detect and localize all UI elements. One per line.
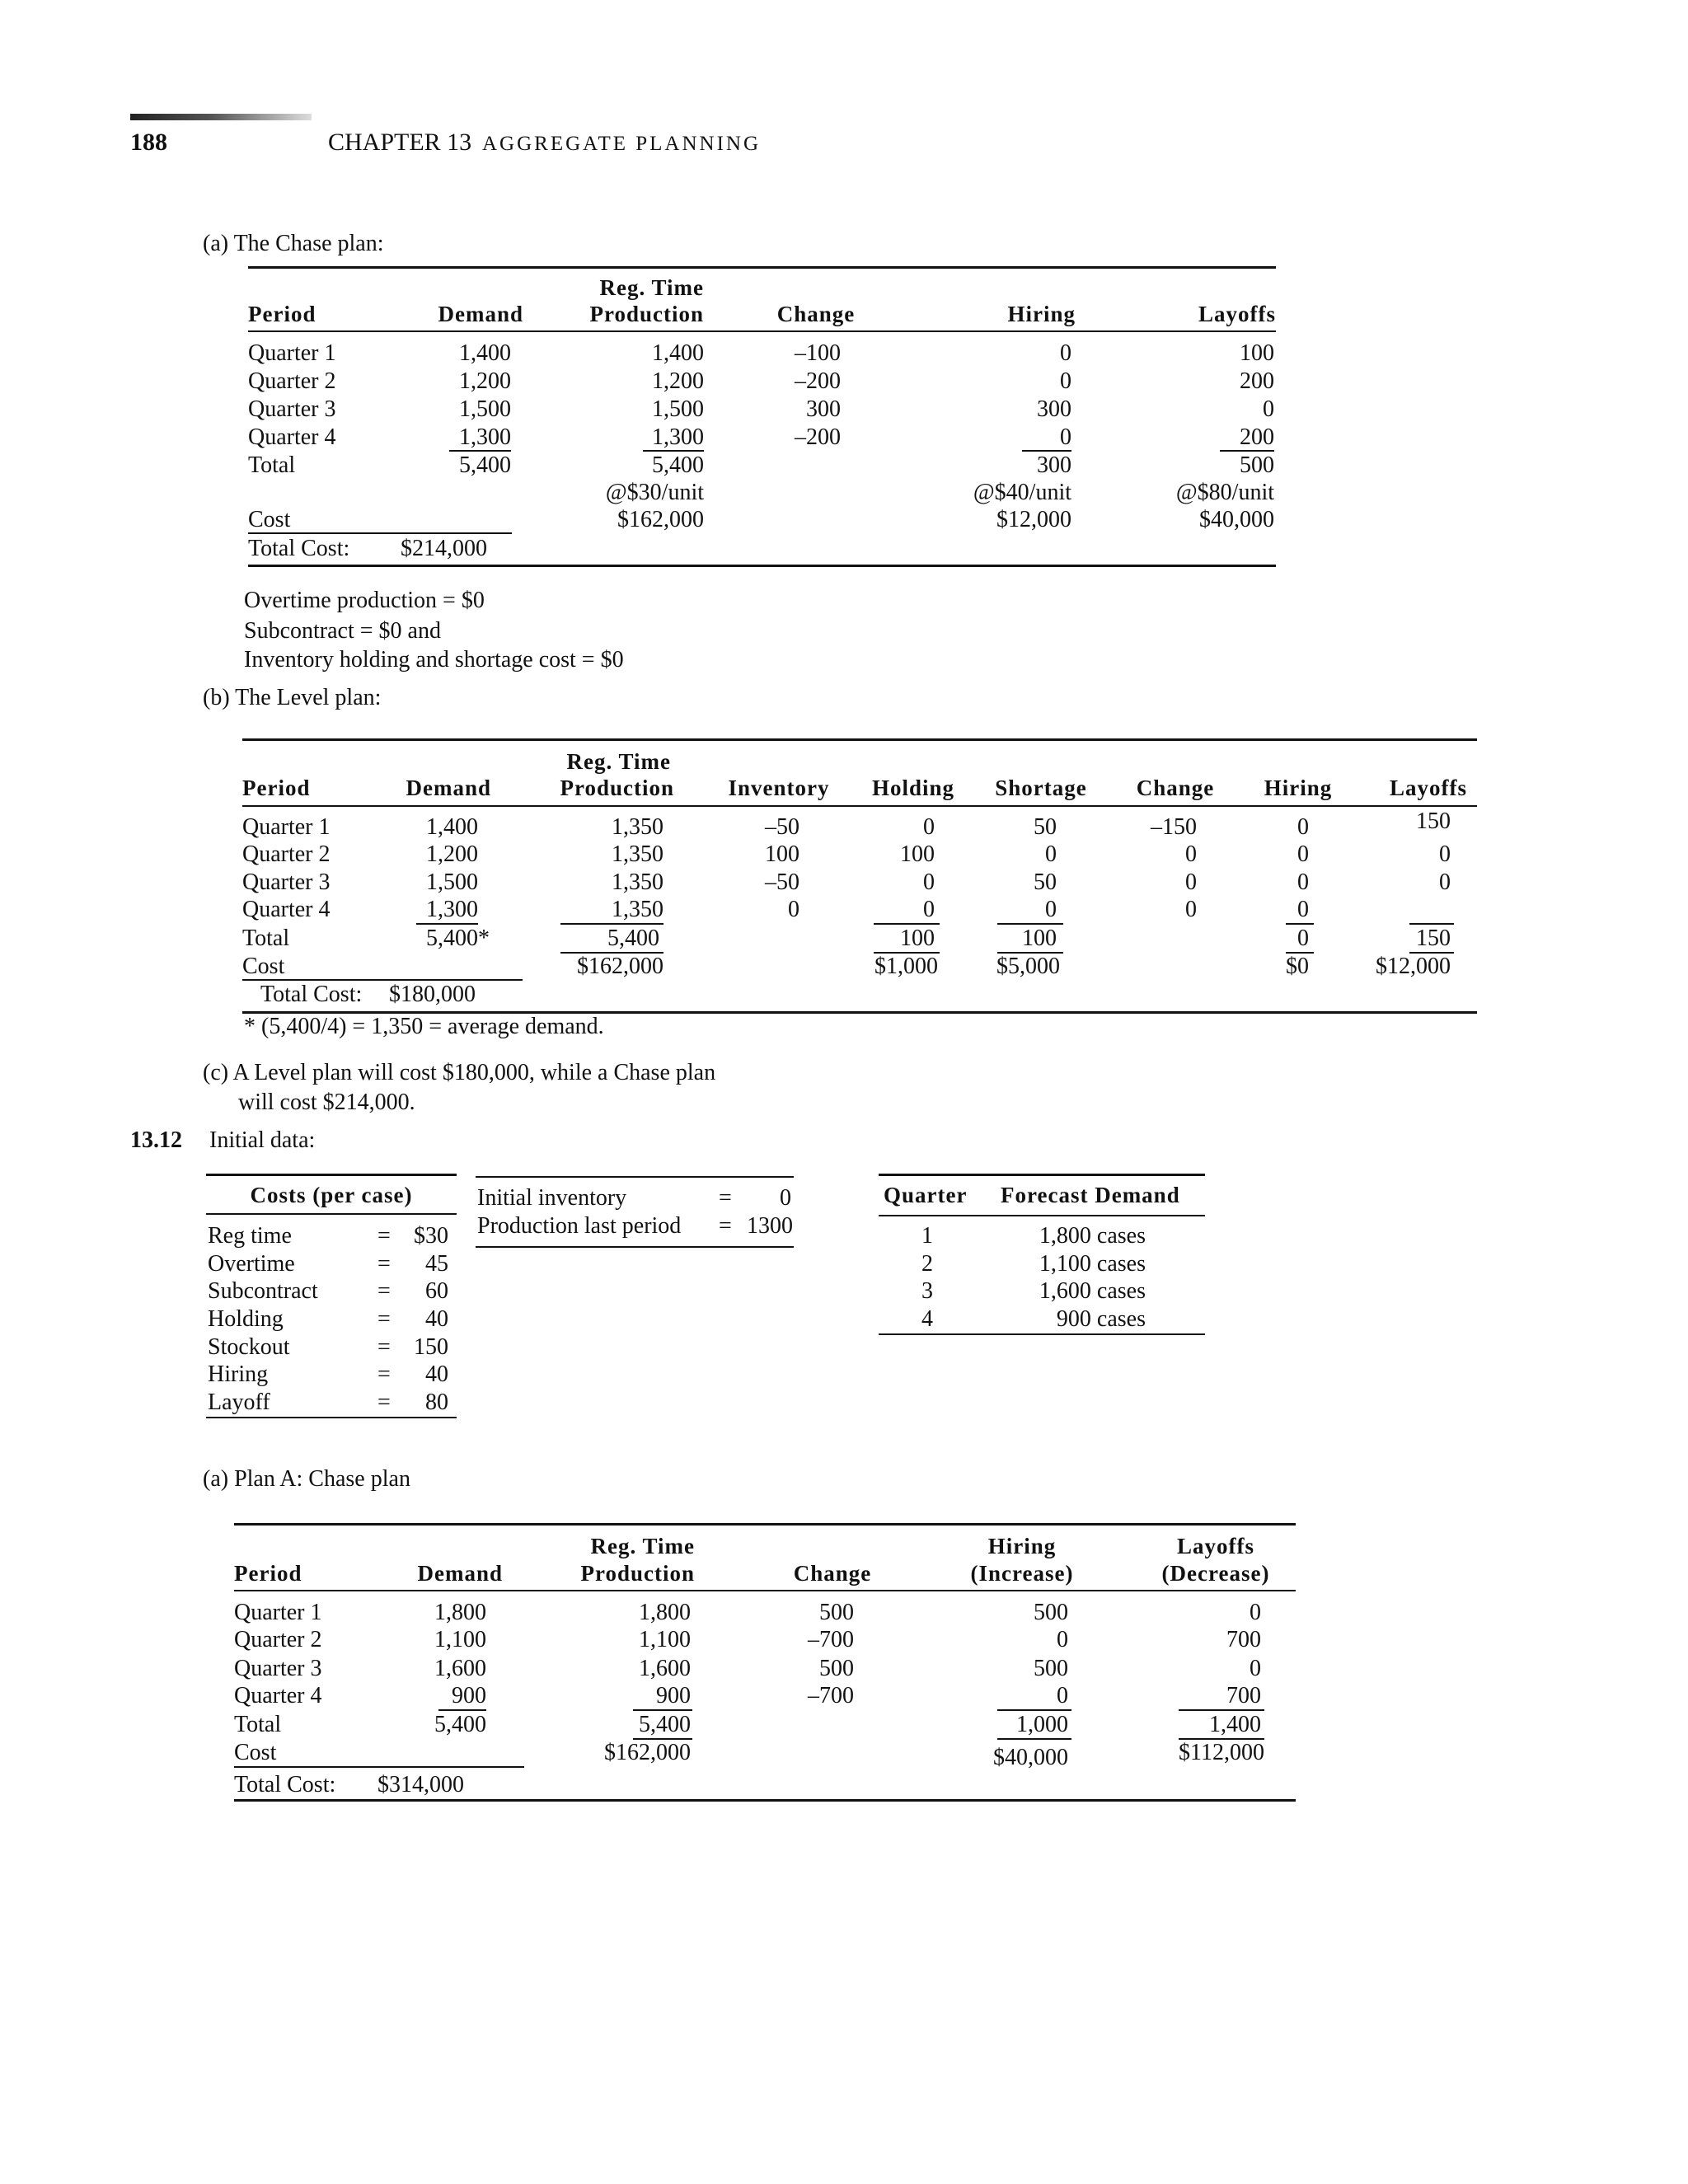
chase-row-layoffs: 200: [1240, 368, 1274, 394]
chase-row-change: 300: [806, 396, 841, 422]
level-cost-shortage: $5,000: [996, 954, 1060, 979]
comparison-line-1: (c) A Level plan will cost $180,000, while a Chase plan: [203, 1060, 716, 1085]
chase-total-layoffs: 500: [1240, 452, 1274, 478]
cost-item-value: 80: [425, 1390, 448, 1415]
plan-a-cost-reg: $162,000: [604, 1740, 691, 1765]
page-number: 188: [130, 129, 167, 156]
plan-a-total-demand: 5,400: [434, 1712, 486, 1737]
chase-total-cost-label: Total Cost:: [248, 536, 350, 561]
chase-row-hiring: 300: [1037, 396, 1071, 422]
chase-row-period: Quarter 2: [248, 368, 336, 394]
plan-a-row-hiring: 500: [1034, 1600, 1068, 1625]
level-footnote: * (5,400/4) = 1,350 = average demand.: [244, 1014, 604, 1039]
chase-header-hiring: Hiring: [1007, 302, 1076, 326]
level-total-reg: 5,400: [607, 926, 659, 951]
initial-item-label: Initial inventory: [477, 1185, 627, 1211]
chase-row-change: –200: [795, 424, 841, 450]
chase-cost-reg: $162,000: [617, 507, 704, 532]
level-row-shortage: 0: [1045, 841, 1057, 867]
plan-a-row-period: Quarter 4: [234, 1683, 322, 1708]
level-row-shortage: 50: [1034, 869, 1057, 895]
cost-item-value: 45: [425, 1251, 448, 1277]
forecast-quarter: 1: [921, 1223, 933, 1249]
initial-top-rule: [476, 1176, 794, 1178]
plan-a-header-reg-bottom: Production: [580, 1561, 695, 1586]
level-total-layoffs: 150: [1416, 926, 1451, 951]
plan-a-bottom-rule: [234, 1799, 1296, 1802]
plan-a-row-reg: 1,600: [639, 1656, 691, 1681]
plan-a-top-rule: [234, 1523, 1296, 1526]
plan-a-header-hiring-top: Hiring: [987, 1534, 1057, 1558]
chase-cost-hiring: $12,000: [996, 507, 1071, 532]
forecast-top-rule: [879, 1174, 1205, 1176]
level-row-change: –150: [1151, 814, 1197, 840]
cost-item-eq: =: [377, 1251, 391, 1277]
chase-row-reg: 1,300: [652, 424, 704, 450]
cost-item-label: Holding: [208, 1306, 284, 1332]
level-row-reg: 1,350: [612, 897, 663, 922]
chase-top-rule: [248, 266, 1276, 269]
chase-row-change: –100: [795, 340, 841, 366]
level-header-reg-bottom: Production: [560, 776, 674, 800]
chase-note-overtime: Overtime production = $0: [244, 588, 485, 613]
cost-item-label: Reg time: [208, 1223, 292, 1249]
level-row-layoffs: 150: [1416, 808, 1451, 834]
plan-a-row-period: Quarter 3: [234, 1656, 322, 1681]
plan-a-row-layoffs: 0: [1250, 1600, 1261, 1625]
comparison-line-2: will cost $214,000.: [238, 1090, 415, 1115]
plan-a-cost-layoffs: $112,000: [1179, 1740, 1264, 1765]
level-total-cost-value: $180,000: [389, 982, 476, 1007]
level-row-holding: 0: [923, 897, 935, 922]
cost-item-value: 40: [425, 1361, 448, 1387]
chase-header-rule: [248, 330, 1276, 332]
plan-a-total-hiring: 1,000: [1016, 1712, 1068, 1737]
chase-cost-label: Cost: [248, 507, 291, 532]
level-total-holding: 100: [900, 926, 935, 951]
plan-a-row-demand: 1,800: [434, 1600, 486, 1625]
level-row-reg: 1,350: [612, 814, 663, 840]
level-row-layoffs: 0: [1439, 869, 1451, 895]
level-row-layoffs: 0: [1439, 841, 1451, 867]
chase-row-layoffs: 0: [1263, 396, 1274, 422]
initial-item-eq: =: [719, 1185, 732, 1211]
level-row-demand: 1,300: [426, 897, 478, 922]
level-header-holding: Holding: [871, 776, 955, 800]
forecast-quarter: 4: [921, 1306, 933, 1332]
initial-item-value: 1300: [747, 1213, 793, 1239]
cost-item-label: Hiring: [208, 1361, 269, 1387]
cost-item-value: 150: [414, 1334, 448, 1360]
chase-header-reg-top: Reg. Time: [599, 275, 704, 300]
plan-a-total-cost-value: $314,000: [377, 1772, 464, 1797]
level-cost-holding: $1,000: [874, 954, 938, 979]
chase-row-demand: 1,500: [459, 396, 511, 422]
chase-row-period: Quarter 3: [248, 396, 336, 422]
chase-header-reg-bottom: Production: [589, 302, 704, 326]
plan-a-row-demand: 1,100: [434, 1627, 486, 1652]
level-row-period: Quarter 1: [242, 814, 331, 840]
forecast-demand: 1,600 cases: [1039, 1278, 1146, 1304]
level-top-rule: [242, 738, 1477, 741]
plan-a-row-layoffs: 700: [1226, 1683, 1261, 1708]
header-decoration-bar: [130, 114, 312, 120]
chase-header-period: Period: [248, 302, 316, 326]
plan-a-cost-label: Cost: [234, 1740, 277, 1765]
level-row-reg: 1,350: [612, 869, 663, 895]
chase-row-reg: 1,400: [652, 340, 704, 366]
level-header-inventory: Inventory: [728, 776, 830, 800]
forecast-demand: 1,100 cases: [1039, 1251, 1146, 1277]
level-header-hiring: Hiring: [1264, 776, 1333, 800]
chase-total-demand: 5,400: [459, 452, 511, 478]
level-total-shortage: 100: [1022, 926, 1057, 951]
forecast-header-rule: [879, 1215, 1205, 1216]
initial-item-label: Production last period: [477, 1213, 682, 1239]
problem-number: 13.12: [130, 1127, 182, 1153]
chase-row-reg: 1,500: [652, 396, 704, 422]
cost-item-eq: =: [377, 1278, 391, 1304]
problem-title: Initial data:: [209, 1127, 316, 1153]
initial-bottom-rule: [476, 1246, 794, 1248]
chase-row-hiring: 0: [1060, 368, 1071, 394]
chase-row-period: Quarter 4: [248, 424, 336, 450]
cost-item-label: Overtime: [208, 1251, 295, 1277]
plan-a-header-hiring-bottom: (Increase): [970, 1561, 1074, 1586]
level-row-period: Quarter 3: [242, 869, 331, 895]
level-row-holding: 100: [900, 841, 935, 867]
chase-total-cost-value: $214,000: [401, 536, 487, 561]
chase-bottom-rule: [248, 565, 1276, 567]
level-header-shortage: Shortage: [995, 776, 1087, 800]
chase-total-label: Total: [248, 452, 296, 478]
plan-a-row-demand: 1,600: [434, 1656, 486, 1681]
plan-a-row-hiring: 500: [1034, 1656, 1068, 1681]
plan-a-header-change: Change: [793, 1561, 872, 1586]
plan-a-header-layoffs-top: Layoffs: [1177, 1534, 1254, 1558]
chase-rate-reg: @$30/unit: [605, 480, 704, 505]
cost-item-label: Layoff: [208, 1390, 270, 1415]
forecast-header-demand: Forecast Demand: [1001, 1183, 1180, 1207]
chase-row-hiring: 0: [1060, 424, 1071, 450]
level-row-demand: 1,200: [426, 841, 478, 867]
plan-a-row-demand: 900: [452, 1683, 486, 1708]
level-header-demand: Demand: [406, 776, 491, 800]
plan-a-row-period: Quarter 1: [234, 1600, 322, 1625]
level-row-shortage: 50: [1034, 814, 1057, 840]
level-cost-reg: $162,000: [577, 954, 663, 979]
plan-a-row-hiring: 0: [1057, 1683, 1068, 1708]
cost-item-label: Stockout: [208, 1334, 290, 1360]
plan-a-row-period: Quarter 2: [234, 1627, 322, 1652]
level-cost-label: Cost: [242, 954, 285, 979]
level-row-hiring: 0: [1297, 869, 1309, 895]
plan-a-header-rule: [234, 1590, 1296, 1591]
level-row-change: 0: [1185, 869, 1197, 895]
cost-item-value: 60: [425, 1278, 448, 1304]
level-row-inventory: 0: [788, 897, 799, 922]
level-row-period: Quarter 2: [242, 841, 331, 867]
plan-a-row-change: 500: [819, 1600, 854, 1625]
cost-item-value: 40: [425, 1306, 448, 1332]
level-row-demand: 1,400: [426, 814, 478, 840]
forecast-quarter: 2: [921, 1251, 933, 1277]
plan-a-row-reg: 900: [656, 1683, 691, 1708]
forecast-bottom-rule: [879, 1333, 1205, 1335]
plan-a-total-reg: 5,400: [639, 1712, 691, 1737]
plan-a-row-change: –700: [808, 1627, 854, 1652]
chase-row-demand: 1,300: [459, 424, 511, 450]
plan-a-header-period: Period: [234, 1561, 302, 1586]
chase-row-hiring: 0: [1060, 340, 1071, 366]
level-total-cost-label: Total Cost:: [260, 982, 363, 1007]
chase-row-reg: 1,200: [652, 368, 704, 394]
chase-row-change: –200: [795, 368, 841, 394]
chase-header-change: Change: [776, 302, 856, 326]
level-cost-hiring: $0: [1286, 954, 1309, 979]
chase-note-subcontract: Subcontract = $0 and: [244, 618, 441, 644]
plan-a-row-hiring: 0: [1057, 1627, 1068, 1652]
chase-row-layoffs: 100: [1240, 340, 1274, 366]
level-header-reg-top: Reg. Time: [566, 749, 671, 774]
level-row-hiring: 0: [1297, 841, 1309, 867]
level-total-label: Total: [242, 926, 290, 951]
plan-a-total-layoffs: 1,400: [1209, 1712, 1261, 1737]
plan-a-cost-hiring: $40,000: [993, 1745, 1068, 1770]
level-row-change: 0: [1185, 841, 1197, 867]
chase-cost-layoffs: $40,000: [1199, 507, 1274, 532]
costs-header-rule: [206, 1213, 457, 1215]
level-header-change: Change: [1136, 776, 1215, 800]
chase-total-reg: 5,400: [652, 452, 704, 478]
level-row-shortage: 0: [1045, 897, 1057, 922]
chase-caption: (a) The Chase plan:: [203, 231, 384, 256]
forecast-quarter: 3: [921, 1278, 933, 1304]
chase-rate-layoffs: @$80/unit: [1175, 480, 1274, 505]
plan-a-header-demand: Demand: [417, 1561, 503, 1586]
plan-a-row-change: 500: [819, 1656, 854, 1681]
forecast-header-quarter: Quarter: [884, 1183, 968, 1207]
plan-a-caption: (a) Plan A: Chase plan: [203, 1466, 410, 1492]
chase-note-inventory: Inventory holding and shortage cost = $0: [244, 647, 624, 673]
level-header-layoffs: Layoffs: [1390, 776, 1467, 800]
cost-item-eq: =: [377, 1223, 391, 1249]
level-header-period: Period: [242, 776, 311, 800]
plan-a-row-reg: 1,800: [639, 1600, 691, 1625]
chapter-title: AGGREGATE PLANNING: [482, 133, 762, 155]
chase-row-demand: 1,400: [459, 340, 511, 366]
level-row-holding: 0: [923, 869, 935, 895]
level-row-inventory: –50: [765, 869, 799, 895]
chapter-label: CHAPTER 13: [328, 129, 472, 156]
plan-a-row-change: –700: [808, 1683, 854, 1708]
chase-cost-rule: [248, 532, 512, 534]
level-row-hiring: 0: [1297, 897, 1309, 922]
plan-a-hiring-total-underline: [997, 1738, 1071, 1740]
cost-item-label: Subcontract: [208, 1278, 318, 1304]
cost-item-value: $30: [414, 1223, 448, 1249]
chase-total-hiring: 300: [1037, 452, 1071, 478]
plan-a-header-layoffs-bottom: (Decrease): [1161, 1561, 1270, 1586]
chase-row-demand: 1,200: [459, 368, 511, 394]
level-row-change: 0: [1185, 897, 1197, 922]
level-row-reg: 1,350: [612, 841, 663, 867]
level-total-demand: 5,400*: [426, 926, 490, 951]
chase-header-demand: Demand: [438, 302, 523, 326]
plan-a-total-label: Total: [234, 1712, 282, 1737]
cost-item-eq: =: [377, 1361, 391, 1387]
level-caption: (b) The Level plan:: [203, 685, 382, 710]
initial-item-value: 0: [780, 1185, 791, 1211]
plan-a-row-layoffs: 0: [1250, 1656, 1261, 1681]
level-row-hiring: 0: [1297, 814, 1309, 840]
chase-header-layoffs: Layoffs: [1198, 302, 1276, 326]
chase-row-layoffs: 200: [1240, 424, 1274, 450]
cost-item-eq: =: [377, 1390, 391, 1415]
plan-a-header-reg-top: Reg. Time: [590, 1534, 695, 1558]
chase-row-period: Quarter 1: [248, 340, 336, 366]
cost-item-eq: =: [377, 1334, 391, 1360]
level-row-holding: 0: [923, 814, 935, 840]
level-cost-layoffs: $12,000: [1376, 954, 1451, 979]
initial-item-eq: =: [719, 1213, 732, 1239]
plan-a-cost-rule: [234, 1766, 524, 1768]
plan-a-total-cost-label: Total Cost:: [234, 1772, 336, 1797]
cost-item-eq: =: [377, 1306, 391, 1332]
level-total-hiring: 0: [1297, 926, 1309, 951]
level-row-inventory: –50: [765, 814, 799, 840]
forecast-demand: 900 cases: [1056, 1306, 1146, 1332]
plan-a-row-layoffs: 700: [1226, 1627, 1261, 1652]
forecast-demand: 1,800 cases: [1039, 1223, 1146, 1249]
chase-rate-hiring: @$40/unit: [973, 480, 1071, 505]
level-row-period: Quarter 4: [242, 897, 331, 922]
costs-bottom-rule: [206, 1417, 457, 1418]
level-header-rule: [242, 805, 1477, 807]
costs-header: Costs (per case): [250, 1183, 413, 1207]
level-row-demand: 1,500: [426, 869, 478, 895]
plan-a-row-reg: 1,100: [639, 1627, 691, 1652]
level-row-inventory: 100: [765, 841, 799, 867]
costs-top-rule: [206, 1174, 457, 1176]
